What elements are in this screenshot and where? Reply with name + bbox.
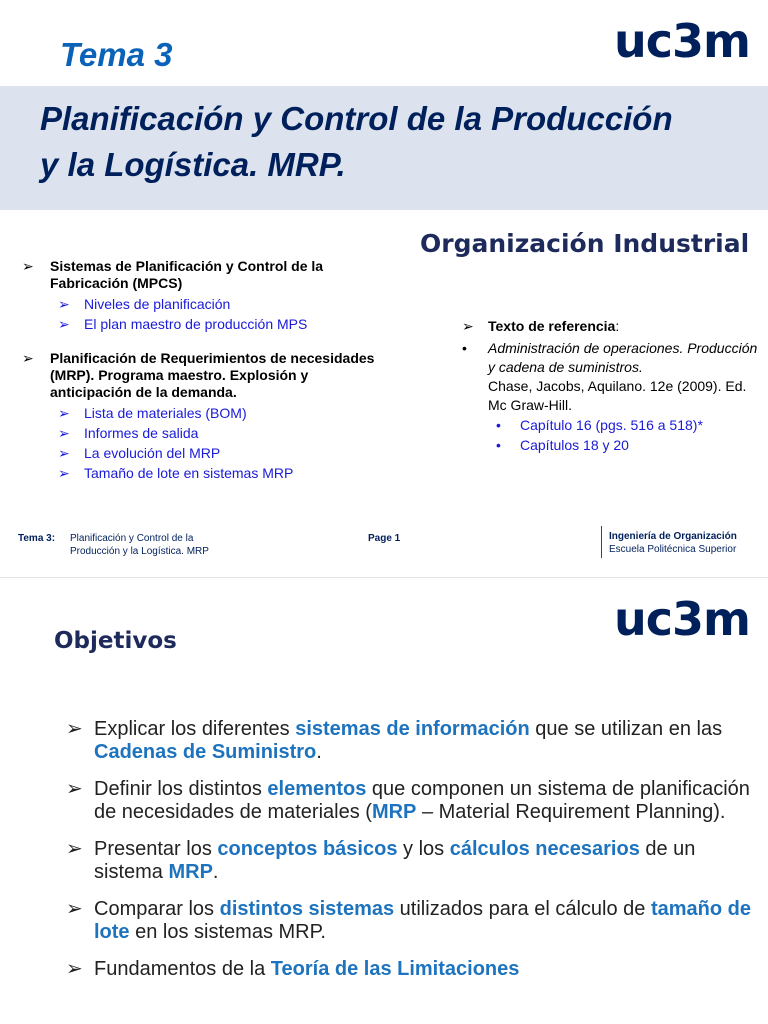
objective-item (66, 838, 756, 884)
objective-highlight: elementos (267, 778, 367, 800)
arrow-bullet-icon: ➢ (58, 405, 70, 421)
reference-entry (462, 339, 762, 415)
objective-highlight: MRP (371, 801, 417, 823)
footer-topic: Tema 3: (18, 533, 56, 544)
arrow-bullet-icon: ➢ (58, 316, 70, 332)
footer-page-number: Page 1 (368, 533, 401, 544)
objective-text: Presentar los (94, 838, 218, 860)
section-heading: ➢ Sistemas de Planificación y Control de la Fabricación (MPCS) (22, 258, 324, 291)
objective-highlight: MRP (168, 861, 213, 883)
objective-item (66, 778, 756, 824)
footer-divider (601, 526, 602, 558)
objective-text: Fundamentos de la (94, 958, 271, 980)
title-band (0, 86, 768, 210)
objective-text: . (212, 861, 219, 883)
list-item: ➢ El plan maestro de producción MPS (58, 316, 308, 332)
objective-text: – Material Requirement Planning). (416, 801, 726, 823)
footer-department: Ingeniería de Organización Escuela Politécnica Superior (609, 531, 737, 555)
objective-text: utilizados para el cálculo de (394, 898, 651, 920)
uc3m-logo: uc3m (614, 592, 750, 646)
objective-text: . (316, 741, 322, 763)
slide-title: Objetivos (54, 628, 177, 654)
objective-highlight: conceptos básicos (217, 838, 398, 860)
course-title: Organización Industrial (420, 229, 750, 258)
section-heading: ➢ Planificación de Requerimientos de necesidades (MRP). Programa maestro. Explosión y anticipación de la demanda. (22, 350, 375, 400)
slide-2 (0, 578, 768, 1024)
list-item: ➢ Lista de materiales (BOM) (58, 405, 247, 421)
contents-list (22, 258, 382, 483)
reference-block (462, 316, 762, 455)
objective-text: Definir los distintos (94, 778, 268, 800)
reference-book-title: Administración de operaciones. Producción y cadena de suministros. (488, 340, 758, 375)
slide-title-line-1: Planificación y Control de la Producción (40, 100, 673, 137)
arrow-bullet-icon: ➢ (66, 778, 83, 800)
arrow-bullet-icon: ➢ (66, 718, 83, 740)
slide-title (40, 96, 760, 188)
list-item: ➢ Tamaño de lote en sistemas MRP (58, 465, 294, 481)
slide-title-line-2: y la Logística. MRP. (40, 146, 346, 183)
objective-item (66, 898, 756, 944)
arrow-bullet-icon: ➢ (58, 425, 70, 441)
objective-item (66, 958, 756, 981)
list-item: ➢ Niveles de planificación (58, 296, 231, 312)
dot-bullet-icon: • (462, 340, 467, 356)
arrow-bullet-icon: ➢ (66, 958, 83, 980)
objective-text: en los sistemas MRP. (129, 921, 326, 943)
objective-text: que componen un sistema de planificación de necesidades de materiales ( (94, 778, 750, 823)
arrow-bullet-icon: ➢ (66, 838, 83, 860)
arrow-bullet-icon: ➢ (462, 318, 474, 334)
objective-highlight: Teoría de las Limitaciones (270, 958, 520, 980)
reference-authors: Chase, Jacobs, Aquilano. 12e (2009). Ed. Mc Graw-Hill. (488, 378, 747, 413)
arrow-bullet-icon: ➢ (22, 350, 34, 366)
objective-text: de un sistema (94, 838, 696, 883)
objective-text: Explicar los diferentes (94, 718, 296, 740)
arrow-bullet-icon: ➢ (58, 445, 70, 461)
arrow-bullet-icon: ➢ (22, 258, 34, 274)
objective-text: y los (397, 838, 450, 860)
arrow-bullet-icon: ➢ (58, 296, 70, 312)
arrow-bullet-icon: ➢ (66, 898, 83, 920)
objective-text: Comparar los (94, 898, 220, 920)
chapter-item: • Capítulo 16 (pgs. 516 a 518)* (496, 417, 703, 433)
slide-topic-label: Tema 3 (60, 36, 173, 73)
objective-highlight: tamaño de lote (94, 898, 751, 943)
footer-title: Planificación y Control de la Producción y la Logística. MRP (70, 533, 209, 557)
list-item: ➢ Informes de salida (58, 425, 199, 441)
objectives-list (66, 718, 756, 995)
objective-highlight: sistemas de información (295, 718, 530, 740)
objective-item (66, 718, 756, 764)
list-item: ➢ La evolución del MRP (58, 445, 221, 461)
uc3m-logo: uc3m (614, 14, 750, 68)
objective-highlight: Cadenas de Suministro (94, 741, 317, 763)
objective-highlight: cálculos necesarios (449, 838, 640, 860)
objective-highlight: distintos sistemas (219, 898, 395, 920)
dot-bullet-icon: • (496, 417, 501, 433)
chapter-item: • Capítulos 18 y 20 (496, 437, 629, 453)
objective-text: que se utilizan en las (529, 718, 723, 740)
reference-heading: ➢ Texto de referencia: (462, 318, 620, 334)
arrow-bullet-icon: ➢ (58, 465, 70, 481)
dot-bullet-icon: • (496, 437, 501, 453)
